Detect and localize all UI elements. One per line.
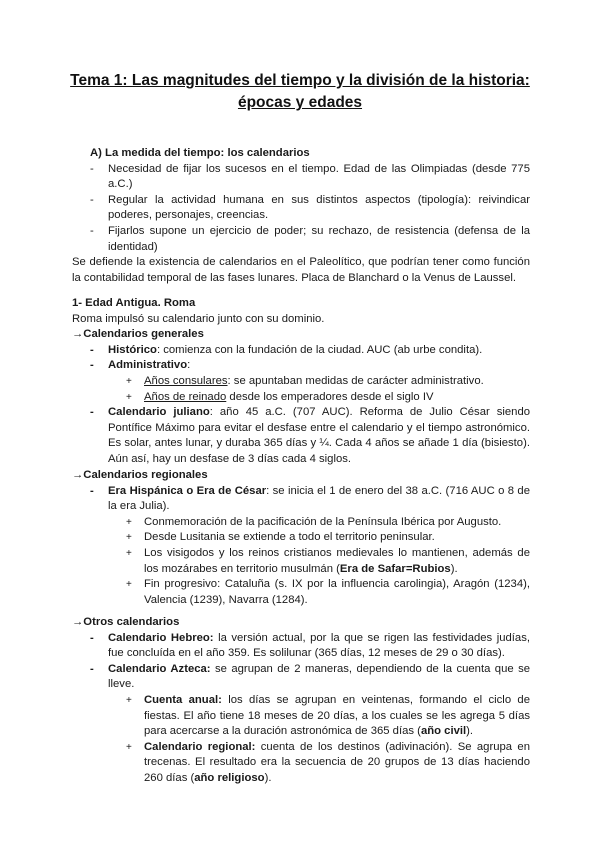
list-item-juliano: - Calendario juliano: año 45 a.C. (707 AUC). Reforma de Julio César siendo Pontífice Máximo para evitar el desfase entre el calendario y el tiempo astronómico. Es solar, antes lunar, y duraba 365 días y ¼. Cada 4 años se añade 1 día (bisiesto). Aún así, hay un desfase de 3 días cada 4 siglos.: [90, 406, 531, 465]
section-rome: [72, 296, 530, 468]
rome-intro: Roma impulsó su calendario junto con su dominio.: [72, 312, 325, 325]
list-item: - Necesidad de fijar los sucesos en el tiempo. Edad de las Olimpiadas (desde 775 a.C.): [90, 162, 530, 191]
general-calendars-heading: →Calendarios generales: [72, 328, 204, 341]
other-calendars-heading: →Otros calendarios: [72, 616, 180, 628]
section-a: [72, 146, 530, 286]
section-a-heading: A) La medida del tiempo: los calendarios: [90, 147, 310, 159]
sub-item: + Desde Lusitania se extiende a todo el territorio peninsular.: [126, 531, 435, 544]
page-title: [60, 70, 540, 114]
sub-item-consulares: + Años consulares: se apuntaban medidas de carácter administrativo.: [126, 374, 484, 387]
list-item-era-hispanica: - Era Hispánica o Era de César: se inicia el 1 de enero del 38 a.C. (716 AUC o 8 de la era Julia).: [90, 484, 530, 513]
list-item-azteca: - Calendario Azteca: se agrupan de 2 maneras, dependiendo de la cuenta que se lleve.: [90, 662, 531, 691]
sub-item: + Fin progresivo: Cataluña (s. IX por la influencia carolingia), Aragón (1234), Valencia (1239), Navarra (1284).: [126, 578, 530, 606]
list-item: - Fijarlos supone un ejercicio de poder; su rechazo, de resistencia (defensa de la identidad): [90, 224, 530, 253]
rome-heading: 1- Edad Antigua. Roma: [72, 297, 196, 309]
sub-item: + Los visigodos y los reinos cristianos medievales lo mantienen, además de los mozárabes en territorio musulmán (Era de Safar=Rubios).: [126, 546, 530, 575]
section-a-paragraph: Se defiende la existencia de calendarios en el Paleolítico, que podrían tener como función la contabilidad temporal de las fases lunares. Placa de Blanchard o la Venus de Laussel.: [72, 256, 530, 284]
list-item-administrativo: - Administrativo:: [90, 359, 191, 372]
sub-item-cuenta-anual: + Cuenta anual: los días se agrupan en veintenas, formando el ciclo de fiestas. El año tiene 18 meses de 20 días, a los cuales se les agrega 5 días para acercarse a la duración astronómica de 365 días (año civil).: [126, 693, 530, 738]
title-line-1: Tema 1: Las magnitudes del tiempo y la división de la historia:: [70, 72, 530, 89]
list-item-historico: - Histórico: comienza con la fundación de la ciudad. AUC (ab urbe condita).: [90, 343, 483, 356]
regional-calendars-heading: →Calendarios regionales: [72, 469, 208, 481]
section-regional: [72, 468, 530, 608]
section-others: [72, 615, 530, 787]
sub-item-reinado: + Años de reinado desde los emperadores desde el siglo IV: [126, 390, 434, 403]
list-item-hebreo: - Calendario Hebreo: la versión actual, por la que se rigen las festividades judías, fue concluída en el año 359. Es solilunar (365 días, 12 meses de 29 o 30 días).: [90, 631, 530, 660]
title-line-2: épocas y edades: [237, 94, 363, 111]
list-item: - Regular la actividad humana en sus distintos aspectos (tipología): reivindicar poderes, personajes, creencias.: [90, 193, 530, 222]
sub-item-calendario-regional: + Calendario regional: cuenta de los destinos (adivinación). Se agrupa en trecenas. El resultado era la secuencia de 20 grupos de 13 días haciendo 260 días (año religioso).: [126, 740, 530, 784]
section-a-list: [72, 162, 530, 256]
sub-item: + Conmemoración de la pacificación de la Península Ibérica por Augusto.: [126, 515, 502, 528]
